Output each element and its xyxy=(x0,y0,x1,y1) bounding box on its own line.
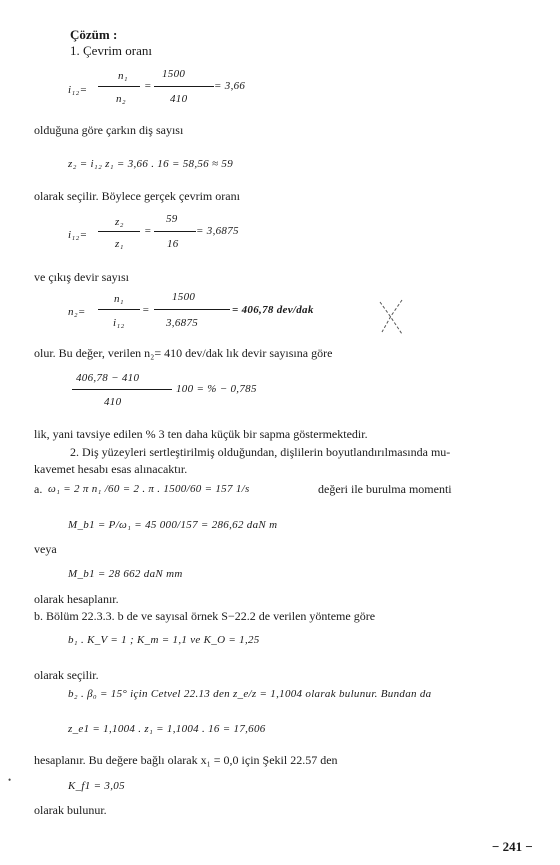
step-1-title: 1. Çevrim oranı xyxy=(70,43,152,58)
eq1-num-b: 1500 xyxy=(162,68,186,80)
stray-mark: • xyxy=(8,775,12,785)
eq5-den: 410 xyxy=(104,396,122,408)
solution-heading: Çözüm : xyxy=(70,27,118,42)
eq1-mid: = xyxy=(144,80,152,92)
page-number: − 241 − xyxy=(492,839,533,854)
equation-2: z₂ = i₁₂ z₁ = 3,66 . 16 = 58,56 ≈ 59 xyxy=(68,158,234,170)
step-a-suffix: değeri ile burulma momenti xyxy=(318,482,452,496)
text-after-eq2: olarak seçilir. Böylece gerçek çevrim oranı xyxy=(34,189,240,203)
handwritten-cross-mark xyxy=(376,296,406,338)
text-bulunur: olarak bulunur. xyxy=(34,803,107,817)
equation-ze1: z_e1 = 1,1004 . z₁ = 1,1004 . 16 = 17,606 xyxy=(68,723,266,735)
eq3-den-a: z₁ xyxy=(115,238,124,250)
eq1-fraction-line-b xyxy=(154,86,214,87)
step-a-formula: ω₁ = 2 π n₁ /60 = 2 . π . 1500/60 = 157 1/s xyxy=(48,483,250,495)
text-after-eq3: ve çıkış devir sayısı xyxy=(34,270,129,284)
eq3-mid: = xyxy=(144,225,152,237)
eq1-rhs: = 3,66 xyxy=(214,80,246,92)
eq4-mid: = xyxy=(142,304,150,316)
text-hesaplanir: olarak hesaplanır. xyxy=(34,592,119,606)
eq3-lhs: i₁₂= xyxy=(68,229,88,241)
eq1-lhs: i₁₂= xyxy=(68,84,88,96)
step-a-prefix: a. xyxy=(34,482,43,496)
eq5-rhs: 100 = % − 0,785 xyxy=(176,383,257,395)
b2-line: b₂ . β₀ = 15° için Cetvel 22.13 den z_e/z = 1,1004 olarak bulunur. Bundan da xyxy=(68,688,432,700)
eq4-lhs: n₂= xyxy=(68,306,86,318)
step-b: b. Bölüm 22.3.3. b de ve sayısal örnek S−22.2 de verilen yönteme göre xyxy=(34,609,376,623)
veya-text: veya xyxy=(34,542,57,556)
text-secilir: olarak seçilir. xyxy=(34,668,99,682)
text-after-eq1: olduğuna göre çarkın diş sayısı xyxy=(34,123,184,137)
eq3-fraction-line-b xyxy=(154,231,196,232)
eq3-fraction-line-a xyxy=(98,231,140,232)
b1-line: b₁ . K_V = 1 ; K_m = 1,1 ve K_O = 1,25 xyxy=(68,634,260,646)
eq4-num-a: n₁ xyxy=(114,293,124,305)
eq3-den-b: 16 xyxy=(167,238,179,250)
text-after-eq4: olur. Bu değer, verilen n₂= 410 dev/dak lık devir sayısına göre xyxy=(34,346,333,360)
paragraph-2-line-2: kavemet hesabı esas alınacaktır. xyxy=(34,462,188,476)
eq3-rhs: = 3,6875 xyxy=(196,225,239,237)
eq1-fraction-line-a xyxy=(98,86,140,87)
eq3-num-a: z₂ xyxy=(115,216,124,228)
eq4-den-b: 3,6875 xyxy=(166,317,199,329)
eq4-fraction-line-b xyxy=(154,309,230,310)
eq1-den-b: 410 xyxy=(170,93,188,105)
equation-mb1: M_b1 = P/ω₁ = 45 000/157 = 286,62 daN m xyxy=(68,519,278,531)
eq5-num: 406,78 − 410 xyxy=(76,372,140,384)
eq4-den-a: i₁₂ xyxy=(113,317,125,329)
eq1-num-a: n₁ xyxy=(118,70,128,82)
paragraph-1: lik, yani tavsiye edilen % 3 ten daha küçük bir sapma göstermektedir. xyxy=(34,427,368,441)
eq5-fraction-line xyxy=(72,389,172,390)
eq4-rhs: = 406,78 dev/dak xyxy=(232,304,314,316)
eq1-den-a: n₂ xyxy=(116,93,126,105)
eq4-num-b: 1500 xyxy=(172,291,196,303)
equation-mb1-mm: M_b1 = 28 662 daN mm xyxy=(68,568,183,580)
equation-kf1: K_f1 = 3,05 xyxy=(68,780,125,792)
paragraph-2-line-1: 2. Diş yüzeyleri sertleştirilmiş olduğundan, dişlilerin boyutlandırılmasında mu- xyxy=(70,445,451,459)
eq4-fraction-line-a xyxy=(98,309,140,310)
text-hesaplanir-2: hesaplanır. Bu değere bağlı olarak x₁ = 0,0 için Şekil 22.57 den xyxy=(34,753,338,767)
eq3-num-b: 59 xyxy=(166,213,178,225)
